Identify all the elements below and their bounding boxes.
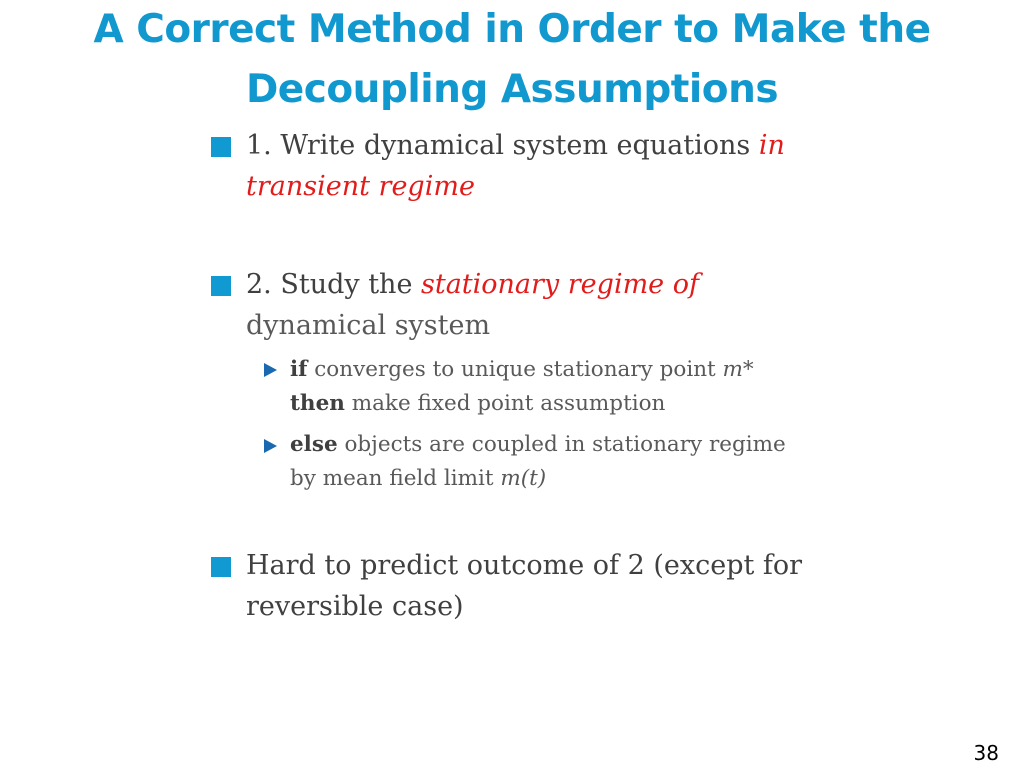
bullet-3-text	[246, 545, 846, 627]
sub-bullet-1-keyword-then: then	[290, 391, 345, 416]
bullet-3-line-2: reversible case)	[246, 591, 464, 622]
page-number: 38	[973, 741, 999, 765]
bullet-1-emphasis-1: in	[758, 130, 785, 161]
bullet-1-emphasis-2: transient regime	[246, 171, 475, 202]
bullet-2-continuation: dynamical system	[246, 310, 491, 341]
arrow-bullet-icon	[264, 439, 277, 453]
slide-title-line-1: A Correct Method in Order to Make the	[93, 7, 931, 52]
sub-bullet-1-text	[290, 353, 850, 421]
bullet-square-icon	[211, 137, 231, 157]
bullet-square-icon	[211, 557, 231, 577]
sub-bullet-1-variable: m*	[722, 357, 754, 382]
slide-title-line-2: Decoupling Assumptions	[245, 67, 779, 112]
sub-bullet-1-text-2: make fixed point assumption	[344, 391, 666, 416]
bullet-1-text	[246, 125, 846, 207]
bullet-square-icon	[211, 276, 231, 296]
sub-bullet-2-text-1: objects are coupled in stationary regime	[337, 432, 786, 457]
bullet-2-main: 2. Study the	[246, 269, 421, 300]
arrow-bullet-icon	[264, 363, 277, 377]
sub-bullet-2-text-2: by mean field limit	[290, 466, 501, 491]
bullet-3-line-1: Hard to predict outcome of 2 (except for	[246, 550, 803, 581]
sub-bullet-1-text-1: converges to unique stationary point	[307, 357, 723, 382]
sub-bullet-2-keyword-else: else	[290, 432, 338, 457]
bullet-1-main: 1. Write dynamical system equations	[246, 130, 759, 161]
sub-bullet-1-keyword-if: if	[290, 357, 308, 382]
sub-bullet-2-variable: m(t)	[500, 466, 547, 491]
bullet-2-emphasis: stationary regime of	[421, 269, 699, 300]
bullet-2-text	[246, 264, 846, 346]
sub-bullet-2-text	[290, 428, 850, 496]
